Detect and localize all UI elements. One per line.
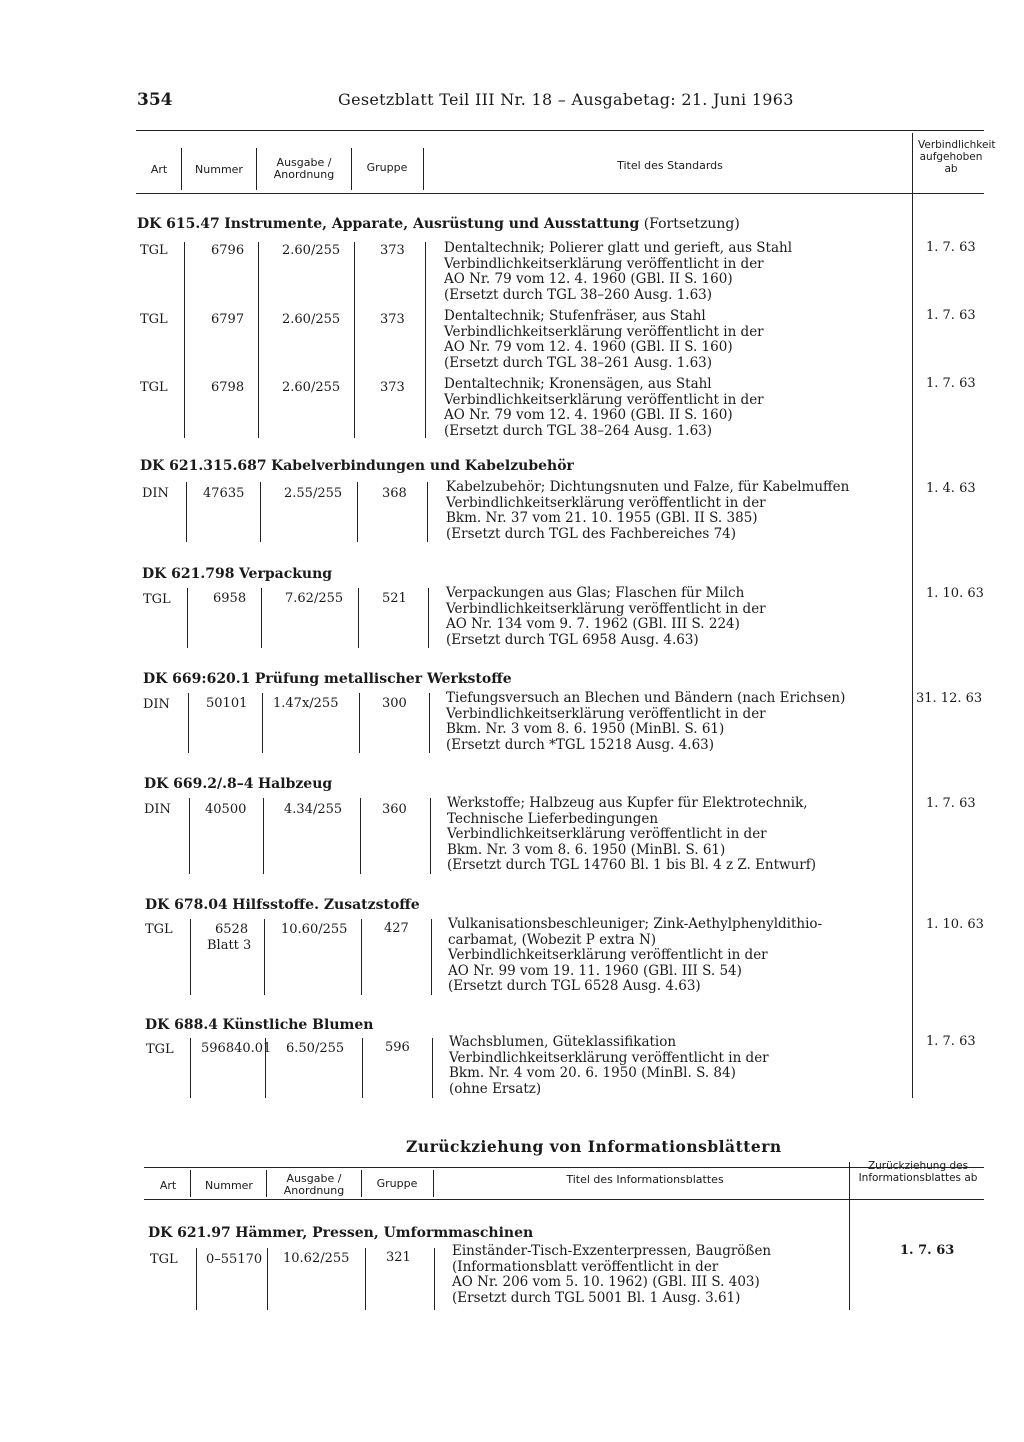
cell-nummer: 596840.01: [201, 1041, 272, 1056]
cell-ausgabe: 2.60/255: [282, 312, 341, 327]
column-header-zurueckziehung: Zurückziehung des Informationsblattes ab: [858, 1160, 978, 1184]
cell-ausgabe: 4.34/255: [284, 802, 343, 817]
column-header-titel: Titel des Standards: [617, 159, 723, 172]
column-divider: [186, 482, 187, 542]
column-divider: [427, 482, 428, 542]
column-divider: [430, 798, 431, 874]
column-divider: [362, 1038, 363, 1098]
column-header-ausgabe: Ausgabe / Anordnung: [283, 1172, 345, 1197]
section-heading: DK 621.315.687 Kabelverbindungen und Kabelzubehör: [140, 458, 574, 474]
cell-gruppe: 373: [380, 312, 405, 327]
cell-nummer: 50101: [206, 696, 248, 711]
column-divider: [264, 919, 265, 995]
cell-aufgehoben-ab: 1. 10. 63: [926, 917, 984, 932]
cell-art: TGL: [145, 922, 173, 937]
cell-ausgabe: 6.50/255: [286, 1041, 345, 1056]
cell-art: TGL: [150, 1252, 178, 1267]
header-divider: [266, 1170, 267, 1197]
column-divider: [359, 693, 360, 753]
cell-nummer: 47635: [203, 486, 245, 501]
cell-ausgabe: 7.62/255: [285, 591, 344, 606]
cell-nummer: 6528: [215, 922, 249, 937]
section-heading: DK 678.04 Hilfsstoffe. Zusatzstoffe: [145, 897, 420, 913]
cell-ausgabe: 2.60/255: [282, 243, 341, 258]
cell-titel: Wachsblumen, Güteklassifikation Verbindlichkeitserklärung veröffentlicht in der Bkm. Nr. 4 vom 20. 6. 1950 (MinBl. S. 84) (ohne Ersatz): [449, 1034, 769, 1097]
section-heading: DK 621.798 Verpackung: [142, 566, 333, 582]
column-divider: [429, 693, 430, 753]
column-divider: [189, 798, 190, 874]
column-header-gruppe: Gruppe: [376, 1177, 418, 1190]
cell-art: TGL: [143, 592, 171, 607]
column-divider: [184, 242, 185, 438]
cell-aufgehoben-ab: 1. 10. 63: [926, 586, 984, 601]
table-top-rule: [136, 130, 984, 131]
cell-aufgehoben-ab: 1. 4. 63: [926, 481, 976, 496]
column-header-art: Art: [159, 1179, 177, 1192]
cell-gruppe: 373: [380, 380, 405, 395]
cell-nummer: 6797: [211, 312, 245, 327]
header-divider: [361, 1170, 362, 1197]
right-column-divider: [849, 1162, 850, 1310]
column-header-nummer: Nummer: [205, 1179, 253, 1192]
cell-ausgabe: 10.62/255: [283, 1251, 350, 1266]
column-divider: [263, 798, 264, 874]
column-divider: [267, 1248, 268, 1310]
cell-gruppe: 368: [382, 486, 407, 501]
column-divider: [265, 1038, 266, 1098]
cell-ausgabe: 2.55/255: [284, 486, 343, 501]
column-divider: [360, 798, 361, 874]
column-divider: [187, 588, 188, 648]
header-divider: [256, 148, 257, 190]
running-head: Gesetzblatt Teil III Nr. 18 – Ausgabetag: 21. Juni 1963: [338, 90, 794, 109]
cell-nummer: 40500: [205, 802, 247, 817]
page-number: 354: [137, 90, 173, 110]
cell-aufgehoben-ab: 31. 12. 63: [916, 691, 983, 706]
section-heading: DK 688.4 Künstliche Blumen: [145, 1017, 374, 1033]
section-heading: DK 669:620.1 Prüfung metallischer Werkstoffe: [143, 671, 512, 687]
cell-gruppe: 427: [384, 921, 409, 936]
column-divider: [358, 588, 359, 648]
cell-aufgehoben-ab: 1. 7. 63: [926, 1034, 976, 1049]
cell-art: DIN: [143, 697, 170, 712]
header-divider: [351, 148, 352, 190]
column-header-art: Art: [150, 163, 168, 176]
header-divider: [423, 148, 424, 190]
header-divider: [433, 1170, 434, 1197]
cell-aufgehoben-ab: 1. 7. 63: [926, 308, 976, 323]
column-divider: [432, 1038, 433, 1098]
section-heading: DK 621.97 Hämmer, Pressen, Umformmaschinen: [148, 1225, 534, 1241]
cell-titel: Werkstoffe; Halbzeug aus Kupfer für Elektrotechnik, Technische Lieferbedingungen Verbindlichkeitserklärung veröffentlicht in der Bkm. Nr. 3 vom 8. 6. 1950 (MinBl. S. 61) (Ersetzt durch TGL 14760 Bl. 1 bis Bl. 4 z Z. Entwurf): [447, 795, 817, 873]
cell-gruppe: 596: [385, 1040, 410, 1055]
cell-titel: Dentaltechnik; Stufenfräser, aus Stahl Verbindlichkeitserklärung veröffentlicht in der AO Nr. 79 vom 12. 4. 1960 (GBl. II S. 160) (Ersetzt durch TGL 38–261 Ausg. 1.63): [444, 308, 764, 371]
section-heading: DK 615.47 Instrumente, Apparate, Ausrüstung und Ausstattung (Fortsetzung): [137, 216, 740, 232]
column-divider: [365, 1248, 366, 1310]
cell-gruppe: 521: [382, 591, 407, 606]
column-divider: [431, 919, 432, 995]
cell-ausgabe: 1.47x/255: [273, 696, 339, 711]
header-divider: [190, 1170, 191, 1197]
table-header-rule: [136, 193, 984, 194]
column-divider: [425, 242, 426, 438]
table-header-rule: [144, 1199, 984, 1200]
section-heading: DK 669.2/.8–4 Halbzeug: [144, 776, 333, 792]
cell-art: TGL: [140, 380, 168, 395]
cell-gruppe: 321: [386, 1250, 411, 1265]
cell-ausgabe: 10.60/255: [281, 922, 348, 937]
column-header-nummer: Nummer: [195, 163, 243, 176]
column-divider: [434, 1248, 435, 1310]
cell-titel: Einständer-Tisch-Exzenterpressen, Baugrößen (Informationsblatt veröffentlicht in der AO Nr. 206 vom 5. 10. 1962) (GBl. III S. 403) (Ersetzt durch TGL 5001 Bl. 1 Ausg. 3.61): [452, 1243, 772, 1306]
section-title: Zurückziehung von Informationsblättern: [406, 1137, 782, 1156]
cell-nummer: 0–55170: [206, 1252, 263, 1267]
column-header-gruppe: Gruppe: [366, 161, 408, 174]
column-header-titel: Titel des Informationsblattes: [566, 1173, 724, 1186]
column-divider: [258, 242, 259, 438]
cell-art: TGL: [146, 1042, 174, 1057]
cell-titel: Tiefungsversuch an Blechen und Bändern (nach Erichsen) Verbindlichkeitserklärung veröffentlicht in der Bkm. Nr. 3 vom 8. 6. 1950 (MinBl. S. 61) (Ersetzt durch *TGL 15218 Ausg. 4.63): [446, 690, 846, 753]
cell-zurueckziehung-ab: 1. 7. 63: [900, 1243, 955, 1258]
column-divider: [428, 588, 429, 648]
cell-gruppe: 300: [382, 696, 407, 711]
cell-nummer-blatt: Blatt 3: [207, 938, 252, 953]
cell-titel: Verpackungen aus Glas; Flaschen für Milch Verbindlichkeitserklärung veröffentlicht in der AO Nr. 134 vom 9. 7. 1962 (GBl. III S. 224) (Ersetzt durch TGL 6958 Ausg. 4.63): [446, 585, 766, 648]
column-divider: [196, 1248, 197, 1310]
cell-nummer: 6796: [211, 243, 245, 258]
cell-titel: Kabelzubehör; Dichtungsnuten und Falze, für Kabelmuffen Verbindlichkeitserklärung veröffentlicht in der Bkm. Nr. 37 vom 21. 10. 1955 (GBl. II S. 385) (Ersetzt durch TGL des Fachbereiches 74): [446, 479, 850, 542]
cell-ausgabe: 2.60/255: [282, 380, 341, 395]
header-divider: [181, 148, 182, 190]
column-divider: [190, 1038, 191, 1098]
cell-gruppe: 373: [380, 243, 405, 258]
column-divider: [260, 482, 261, 542]
cell-art: TGL: [140, 312, 168, 327]
cell-titel: Dentaltechnik; Kronensägen, aus Stahl Verbindlichkeitserklärung veröffentlicht in der AO Nr. 79 vom 12. 4. 1960 (GBl. II S. 160) (Ersetzt durch TGL 38–264 Ausg. 1.63): [444, 376, 764, 439]
cell-art: TGL: [140, 243, 168, 258]
column-divider: [262, 693, 263, 753]
column-divider: [357, 482, 358, 542]
cell-gruppe: 360: [382, 802, 407, 817]
column-divider: [190, 919, 191, 995]
cell-nummer: 6958: [213, 591, 247, 606]
cell-nummer: 6798: [211, 380, 245, 395]
column-divider: [354, 242, 355, 438]
right-column-divider: [912, 133, 913, 1098]
cell-titel: Dentaltechnik; Polierer glatt und gerieft, aus Stahl Verbindlichkeitserklärung veröffentlicht in der AO Nr. 79 vom 12. 4. 1960 (GBl. II S. 160) (Ersetzt durch TGL 38–260 Ausg. 1.63): [444, 240, 793, 303]
column-divider: [188, 693, 189, 753]
cell-aufgehoben-ab: 1. 7. 63: [926, 376, 976, 391]
cell-aufgehoben-ab: 1. 7. 63: [926, 796, 976, 811]
cell-art: DIN: [144, 802, 171, 817]
cell-aufgehoben-ab: 1. 7. 63: [926, 240, 976, 255]
column-divider: [361, 919, 362, 995]
cell-titel: Vulkanisationsbeschleuniger; Zink-Aethylphenyldithio- carbamat, (Wobezit P extra N) Verbindlichkeitserklärung veröffentlicht in der AO Nr. 99 vom 19. 11. 1960 (GBl. III S. 54) (Ersetzt durch TGL 6528 Ausg. 4.63): [448, 916, 823, 994]
column-header-ausgabe: Ausgabe / Anordnung: [273, 156, 335, 181]
cell-art: DIN: [142, 486, 169, 501]
column-header-aufgehoben: Verbindlichkeit aufgehoben ab: [918, 139, 996, 175]
column-divider: [261, 588, 262, 648]
